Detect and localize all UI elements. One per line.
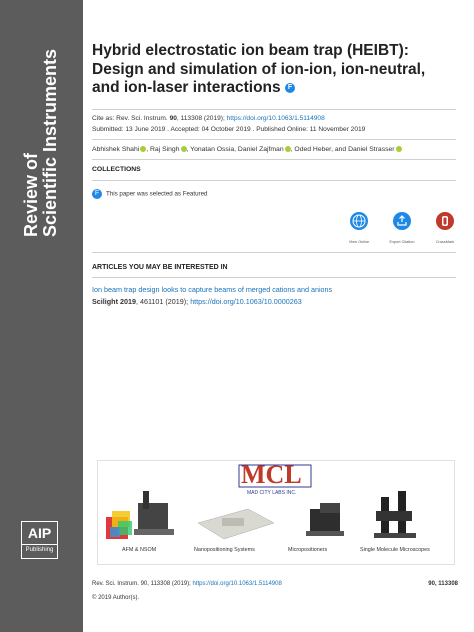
author-name[interactable]: Oded Heber xyxy=(294,146,332,153)
author-name[interactable]: Daniel Strasser xyxy=(348,146,395,153)
author-name[interactable]: Raj Singh xyxy=(150,146,180,153)
article-title-text: Hybrid electrostatic ion beam trap (HEIBT): Design and simulation of ion-ion, ion-neutral, and ion-laser interactions xyxy=(92,42,426,96)
footer-volume: 90, 113308 xyxy=(428,581,458,587)
cite-prefix: Cite as: Rev. Sci. Instrum. xyxy=(92,115,170,122)
copyright-notice: © 2019 Author(s). xyxy=(92,595,140,601)
globe-icon xyxy=(349,211,369,231)
divider xyxy=(92,277,456,278)
related-journal: Scilight xyxy=(92,297,120,306)
related-doi-link[interactable]: https://doi.org/10.1063/10.0000263 xyxy=(190,297,302,306)
export-citation-button[interactable] xyxy=(387,211,417,244)
author-list: Abhishek Shahi , Raj Singh , Yonatan Ossia, Daniel Zajfman , Oded Heber, and Daniel Strasser xyxy=(92,146,402,153)
ad-caption-nanopositioning: Nanopositioning Systems xyxy=(194,547,255,553)
author-name[interactable]: Daniel Zajfman xyxy=(237,146,284,153)
featured-badge-icon[interactable]: F xyxy=(285,83,295,93)
crossmark-button[interactable] xyxy=(430,211,460,244)
publisher-logo-big: AIP xyxy=(27,525,52,541)
ad-caption-micropositioners: Micropositioners xyxy=(288,547,328,553)
divider xyxy=(92,252,456,253)
author-name[interactable]: Yonatan Ossia xyxy=(190,146,235,153)
collections-heading: COLLECTIONS xyxy=(92,166,141,173)
mcl-logo: MCL xyxy=(241,461,302,489)
featured-note xyxy=(92,189,207,199)
related-year: 2019 xyxy=(119,297,136,306)
journal-name-line1: Review of xyxy=(21,152,41,237)
advertisement-banner[interactable] xyxy=(97,460,455,565)
publisher-logo-small: Publishing xyxy=(22,544,57,554)
divider xyxy=(92,159,456,160)
related-articles-heading: ARTICLES YOU MAY BE INTERESTED IN xyxy=(92,264,228,271)
orcid-icon[interactable] xyxy=(396,146,402,152)
related-article-link[interactable]: Ion beam trap design looks to capture beams of merged cations and anions xyxy=(92,285,333,294)
divider xyxy=(92,139,456,140)
journal-name-line2: Scientific Instruments xyxy=(40,48,60,237)
related-cite-rest: , 461101 (2019); xyxy=(135,297,191,306)
citation-line xyxy=(92,115,325,122)
cite-rest: , 113308 (2019); xyxy=(176,115,227,122)
page-footer xyxy=(92,581,458,587)
ad-caption-afm: AFM & NSOM xyxy=(122,547,157,553)
journal-sidebar xyxy=(0,0,83,632)
doi-link[interactable]: https://doi.org/10.1063/1.5114908 xyxy=(226,115,325,122)
ad-caption-microscopes: Single Molecule Microscopes xyxy=(360,547,430,553)
crossmark-label: CrossMark xyxy=(435,240,455,244)
view-online-button[interactable] xyxy=(344,211,374,244)
footer-citation: Rev. Sci. Instrum. 90, 113308 (2019); xyxy=(92,581,193,587)
related-article-citation xyxy=(92,297,302,306)
divider xyxy=(92,109,456,110)
journal-name xyxy=(21,48,62,237)
author-name[interactable]: Abhishek Shahi xyxy=(92,146,140,153)
export-citation-label: Export Citation xyxy=(389,240,415,244)
mcl-tagline: MAD CITY LABS INC. xyxy=(247,490,297,496)
cite-volume: 90 xyxy=(169,115,177,122)
aip-publishing-logo[interactable] xyxy=(21,521,58,559)
view-online-label: View Online xyxy=(348,240,370,244)
orcid-icon[interactable] xyxy=(285,146,291,152)
featured-icon[interactable]: F xyxy=(92,189,102,199)
publication-dates: Submitted: 13 June 2019 . Accepted: 04 October 2019 . Published Online: 11 November 2019 xyxy=(92,126,366,133)
orcid-icon[interactable] xyxy=(140,146,146,152)
featured-text: This paper was selected as Featured xyxy=(106,190,208,198)
divider xyxy=(92,180,456,181)
article-title xyxy=(92,42,442,98)
footer-doi-link[interactable]: https://doi.org/10.1063/1.5114908 xyxy=(192,581,282,587)
orcid-icon[interactable] xyxy=(181,146,187,152)
export-tray-icon xyxy=(392,211,412,231)
crossmark-icon xyxy=(435,211,455,231)
